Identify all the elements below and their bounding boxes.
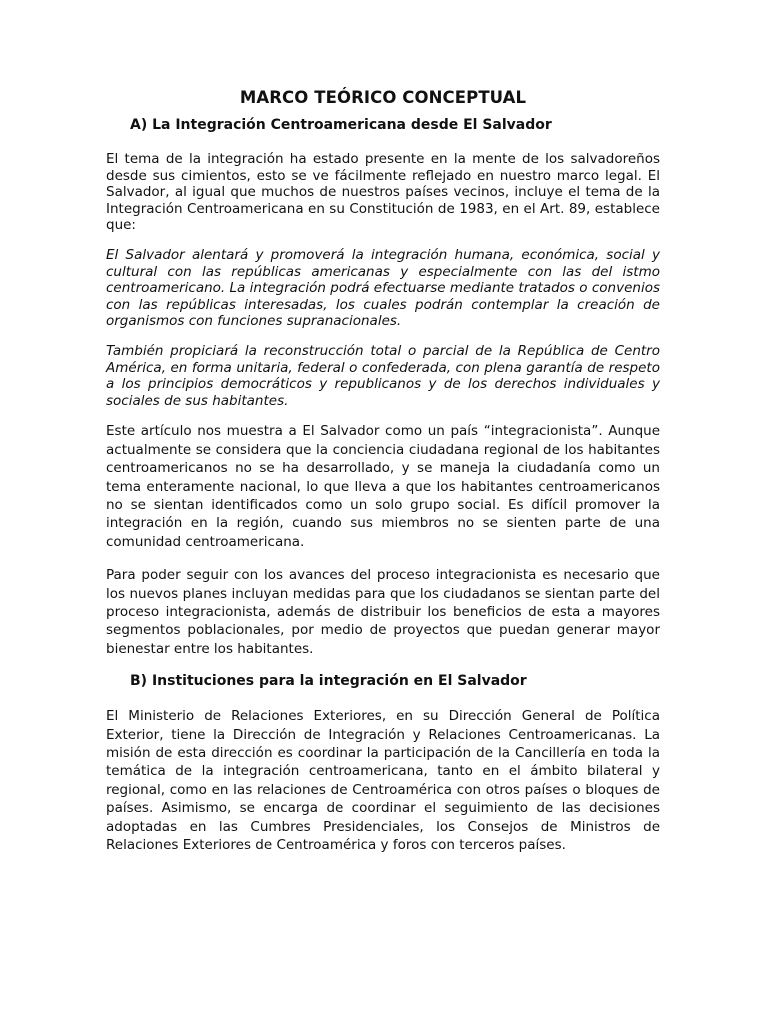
document-title: MARCO TEÓRICO CONCEPTUAL — [239, 88, 527, 107]
section-a-paragraph-1: El tema de la integración ha estado presente en la mente de los salvadoreños desde sus cimientos, esto se ve fácilmente reflejado en nuestro marco legal. El Salvador, al igual que muchos de nuestros países vecinos, incluye el tema de la Integración Centroamericana en su Constitución de 1983, en el Art. 89, establece que: — [106, 151, 660, 234]
section-b-heading: B) Instituciones para la integración en El Salvador — [130, 673, 527, 690]
section-a-paragraph-2: Este artículo nos muestra a El Salvador como un país “integracionista”. Aunque actualmente se considera que la conciencia ciudadana regional de los habitantes centroamericanos no se ha desarrollado, y se maneja la ciudadanía como un tema enteramente nacional, lo que lleva a que los habitantes centroamericanos no se sientan identificados como un solo grupo social. Es difícil promover la integración en la región, cuando sus miembros no se sienten parte de una comunidad centroamericana. — [106, 423, 660, 550]
document-page — [106, 88, 660, 869]
section-a-heading: A) La Integración Centroamericana desde El Salvador — [130, 117, 552, 133]
section-b-paragraph-1: El Ministerio de Relaciones Exteriores, en su Dirección General de Política Exterior, tiene la Dirección de Integración y Relaciones Centroamericanas. La misión de esta dirección es coordinar la participación de la Cancillería en toda la temática de la integración centroamericana, tanto en el ámbito bilateral y regional, como en las relaciones de Centroamérica con otros países o bloques de países. Asimismo, se encarga de coordinar el seguimiento de las decisiones adoptadas en las Cumbres Presidenciales, los Consejos de Ministros de Relaciones Exteriores de Centroamérica y foros con terceros países. — [106, 708, 660, 854]
constitution-quote-1: El Salvador alentará y promoverá la integración humana, económica, social y cultural con las repúblicas americanas y especialmente con las del istmo centroamericano. La integración podrá efectuarse mediante tratados o convenios con las repúblicas interesadas, los cuales podrán contemplar la creación de organismos con funciones supranacionales. — [106, 246, 660, 330]
section-a-paragraph-3: Para poder seguir con los avances del proceso integracionista es necesario que los nuevos planes incluyan medidas para que los ciudadanos se sientan parte del proceso integracionista, además de distribuir los beneficios de esta a mayores segmentos poblacionales, por medio de proyectos que puedan generar mayor bienestar entre los habitantes. — [106, 567, 660, 657]
constitution-quote-2: También propiciará la reconstrucción total o parcial de la República de Centro América, en forma unitaria, federal o confederada, con plena garantía de respeto a los principios democráticos y republicanos y de los derechos individuales y sociales de sus habitantes. — [106, 342, 660, 409]
